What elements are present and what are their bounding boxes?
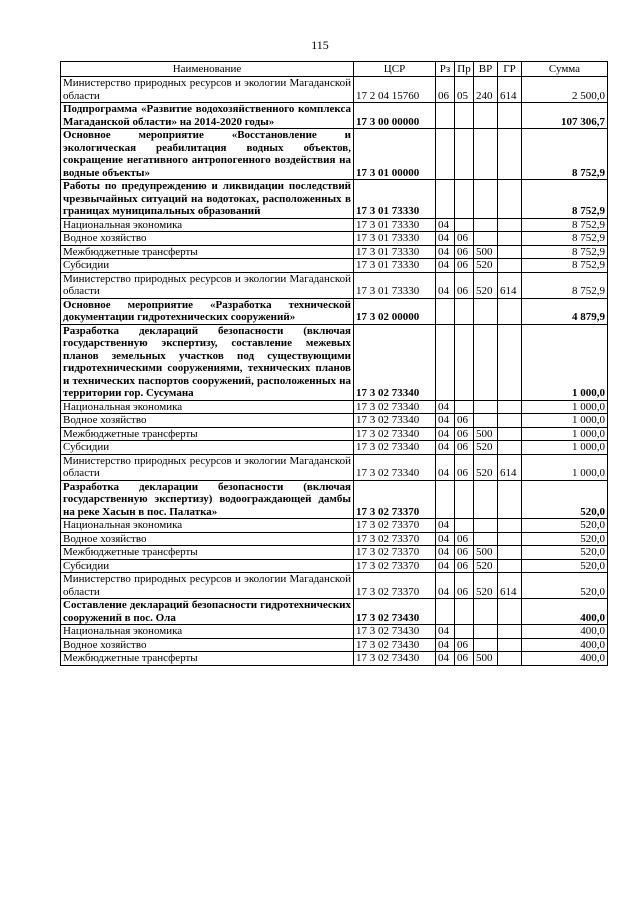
cell-vr: 520 [474, 259, 498, 273]
cell-vr [474, 232, 498, 246]
cell-rz: 04 [436, 232, 455, 246]
cell-rz [436, 599, 455, 625]
cell-vr [474, 625, 498, 639]
cell-sum: 8 752,9 [522, 245, 608, 259]
cell-sum: 1 000,0 [522, 400, 608, 414]
cell-csr: 17 3 02 73370 [354, 519, 436, 533]
cell-sum: 1 000,0 [522, 427, 608, 441]
table-row [61, 454, 608, 480]
cell-csr: 17 3 01 73330 [354, 232, 436, 246]
cell-gr [498, 400, 522, 414]
cell-rz: 04 [436, 559, 455, 573]
table-row [61, 77, 608, 103]
header-rz: Рз [436, 62, 455, 77]
cell-name: Национальная экономика [61, 519, 354, 533]
cell-csr: 17 3 02 73340 [354, 454, 436, 480]
cell-pr [455, 625, 474, 639]
cell-rz [436, 103, 455, 129]
cell-gr [498, 259, 522, 273]
cell-pr [455, 519, 474, 533]
cell-rz: 04 [436, 454, 455, 480]
table-row [61, 652, 608, 666]
cell-gr [498, 324, 522, 400]
cell-pr: 06 [455, 441, 474, 455]
cell-name: Водное хозяйство [61, 638, 354, 652]
table-row [61, 245, 608, 259]
cell-gr [498, 480, 522, 519]
cell-vr [474, 129, 498, 180]
cell-rz: 04 [436, 532, 455, 546]
cell-sum: 8 752,9 [522, 218, 608, 232]
cell-name: Межбюджетные трансферты [61, 427, 354, 441]
cell-vr: 520 [474, 454, 498, 480]
table-row [61, 638, 608, 652]
cell-csr: 17 2 04 15760 [354, 77, 436, 103]
cell-name: Национальная экономика [61, 400, 354, 414]
cell-name: Водное хозяйство [61, 414, 354, 428]
cell-gr [498, 103, 522, 129]
cell-csr: 17 3 02 73370 [354, 532, 436, 546]
cell-sum: 520,0 [522, 546, 608, 560]
table-header-row [61, 62, 608, 77]
cell-gr: 614 [498, 573, 522, 599]
header-sum: Сумма [522, 62, 608, 77]
cell-sum: 1 000,0 [522, 454, 608, 480]
cell-vr: 240 [474, 77, 498, 103]
table-row [61, 532, 608, 546]
cell-vr [474, 400, 498, 414]
cell-rz: 04 [436, 546, 455, 560]
cell-name: Национальная экономика [61, 625, 354, 639]
table-row [61, 414, 608, 428]
cell-name: Национальная экономика [61, 218, 354, 232]
table-row [61, 559, 608, 573]
cell-gr [498, 427, 522, 441]
cell-pr: 06 [455, 454, 474, 480]
cell-name: Министерство природных ресурсов и экологии Магаданской области [61, 77, 354, 103]
cell-gr [498, 546, 522, 560]
cell-vr [474, 638, 498, 652]
cell-csr: 17 3 02 73430 [354, 625, 436, 639]
cell-csr: 17 3 02 73340 [354, 400, 436, 414]
cell-name: Водное хозяйство [61, 232, 354, 246]
table-row [61, 232, 608, 246]
cell-pr [455, 298, 474, 324]
cell-sum: 400,0 [522, 599, 608, 625]
cell-rz [436, 298, 455, 324]
table-row [61, 519, 608, 533]
cell-rz: 04 [436, 652, 455, 666]
cell-rz: 04 [436, 427, 455, 441]
cell-pr: 06 [455, 232, 474, 246]
cell-sum: 400,0 [522, 652, 608, 666]
cell-gr [498, 245, 522, 259]
header-gr: ГР [498, 62, 522, 77]
cell-rz [436, 324, 455, 400]
cell-rz: 04 [436, 218, 455, 232]
cell-sum: 8 752,9 [522, 259, 608, 273]
cell-vr [474, 103, 498, 129]
cell-csr: 17 3 02 73430 [354, 638, 436, 652]
cell-sum: 1 000,0 [522, 414, 608, 428]
cell-vr: 520 [474, 272, 498, 298]
header-name: Наименование [61, 62, 354, 77]
cell-sum: 8 752,9 [522, 180, 608, 219]
cell-vr [474, 532, 498, 546]
cell-csr: 17 3 02 73340 [354, 414, 436, 428]
cell-gr: 614 [498, 77, 522, 103]
cell-csr: 17 3 01 73330 [354, 218, 436, 232]
cell-pr: 06 [455, 427, 474, 441]
cell-gr [498, 625, 522, 639]
cell-rz: 06 [436, 77, 455, 103]
cell-pr: 06 [455, 573, 474, 599]
cell-gr [498, 599, 522, 625]
cell-pr: 06 [455, 652, 474, 666]
cell-name: Межбюджетные трансферты [61, 546, 354, 560]
cell-pr [455, 324, 474, 400]
cell-name: Разработка деклараций безопасности (включая государственную экспертизу, составление межевых планов земельных участков под существующими гидротехническими сооружениями, технических планов и технических паспортов сооружений, расположенных на территории гор. Сусумана [61, 324, 354, 400]
cell-rz: 04 [436, 441, 455, 455]
cell-vr: 520 [474, 441, 498, 455]
table-row [61, 441, 608, 455]
cell-sum: 520,0 [522, 559, 608, 573]
cell-sum: 400,0 [522, 638, 608, 652]
cell-sum: 520,0 [522, 480, 608, 519]
table-row [61, 546, 608, 560]
cell-rz [436, 480, 455, 519]
table-row [61, 103, 608, 129]
cell-gr [498, 218, 522, 232]
table-row [61, 480, 608, 519]
cell-name: Субсидии [61, 559, 354, 573]
header-pr: Пр [455, 62, 474, 77]
cell-pr: 06 [455, 559, 474, 573]
table-row [61, 129, 608, 180]
cell-rz: 04 [436, 259, 455, 273]
cell-rz: 04 [436, 638, 455, 652]
cell-csr: 17 3 02 00000 [354, 298, 436, 324]
cell-sum: 8 752,9 [522, 232, 608, 246]
cell-csr: 17 3 02 73340 [354, 427, 436, 441]
cell-sum: 1 000,0 [522, 441, 608, 455]
table-row [61, 272, 608, 298]
cell-vr: 500 [474, 652, 498, 666]
cell-gr [498, 414, 522, 428]
cell-name: Межбюджетные трансферты [61, 245, 354, 259]
table-row [61, 180, 608, 219]
cell-name: Работы по предупреждению и ликвидации последствий чрезвычайных ситуаций на водотоках, расположенных в границах муниципальных образований [61, 180, 354, 219]
table-row [61, 324, 608, 400]
cell-sum: 4 879,9 [522, 298, 608, 324]
cell-pr [455, 599, 474, 625]
cell-pr: 06 [455, 259, 474, 273]
cell-name: Подпрограмма «Развитие водохозяйственного комплекса Магаданской области» на 2014-2020 годы» [61, 103, 354, 129]
cell-vr: 520 [474, 559, 498, 573]
budget-table [60, 61, 608, 666]
cell-gr [498, 652, 522, 666]
table-row [61, 625, 608, 639]
cell-pr: 06 [455, 546, 474, 560]
cell-rz: 04 [436, 414, 455, 428]
cell-sum: 8 752,9 [522, 129, 608, 180]
cell-gr: 614 [498, 454, 522, 480]
table-row [61, 427, 608, 441]
cell-pr: 06 [455, 245, 474, 259]
cell-csr: 17 3 02 73430 [354, 599, 436, 625]
cell-pr: 06 [455, 272, 474, 298]
cell-rz: 04 [436, 573, 455, 599]
cell-vr [474, 298, 498, 324]
cell-vr: 500 [474, 245, 498, 259]
cell-rz: 04 [436, 625, 455, 639]
cell-vr [474, 599, 498, 625]
page-number: 115 [311, 38, 329, 52]
cell-name: Основное мероприятие «Разработка технической документации гидротехнических сооружений» [61, 298, 354, 324]
cell-vr [474, 324, 498, 400]
cell-csr: 17 3 00 00000 [354, 103, 436, 129]
cell-vr [474, 218, 498, 232]
cell-sum: 520,0 [522, 519, 608, 533]
cell-rz: 04 [436, 245, 455, 259]
table-row [61, 400, 608, 414]
cell-sum: 400,0 [522, 625, 608, 639]
cell-name: Субсидии [61, 259, 354, 273]
cell-vr [474, 414, 498, 428]
cell-csr: 17 3 01 73330 [354, 272, 436, 298]
cell-gr [498, 638, 522, 652]
cell-sum: 520,0 [522, 532, 608, 546]
cell-vr: 520 [474, 573, 498, 599]
cell-vr [474, 519, 498, 533]
cell-gr [498, 441, 522, 455]
cell-csr: 17 3 01 73330 [354, 259, 436, 273]
cell-gr [498, 519, 522, 533]
table-row [61, 599, 608, 625]
header-csr: ЦСР [354, 62, 436, 77]
cell-sum: 2 500,0 [522, 77, 608, 103]
cell-gr [498, 180, 522, 219]
cell-csr: 17 3 02 73370 [354, 546, 436, 560]
table-row [61, 298, 608, 324]
cell-rz [436, 180, 455, 219]
cell-csr: 17 3 02 73370 [354, 559, 436, 573]
cell-name: Министерство природных ресурсов и экологии Магаданской области [61, 454, 354, 480]
header-vr: ВР [474, 62, 498, 77]
cell-gr [498, 232, 522, 246]
cell-sum: 107 306,7 [522, 103, 608, 129]
table-row [61, 573, 608, 599]
cell-sum: 1 000,0 [522, 324, 608, 400]
cell-pr: 06 [455, 638, 474, 652]
cell-vr: 500 [474, 427, 498, 441]
cell-pr [455, 400, 474, 414]
cell-rz [436, 129, 455, 180]
cell-gr [498, 298, 522, 324]
cell-csr: 17 3 02 73370 [354, 480, 436, 519]
cell-name: Субсидии [61, 441, 354, 455]
cell-pr [455, 218, 474, 232]
cell-pr [455, 180, 474, 219]
cell-csr: 17 3 02 73340 [354, 441, 436, 455]
cell-name: Разработка декларации безопасности (включая государственную экспертизу) водоограждающей дамбы на реке Хасын в пос. Палатка» [61, 480, 354, 519]
cell-gr [498, 129, 522, 180]
cell-vr: 500 [474, 546, 498, 560]
cell-csr: 17 3 02 73370 [354, 573, 436, 599]
cell-pr: 06 [455, 414, 474, 428]
cell-csr: 17 3 02 73340 [354, 324, 436, 400]
cell-rz: 04 [436, 272, 455, 298]
cell-pr: 05 [455, 77, 474, 103]
cell-gr [498, 532, 522, 546]
cell-csr: 17 3 02 73430 [354, 652, 436, 666]
cell-sum: 8 752,9 [522, 272, 608, 298]
cell-gr: 614 [498, 272, 522, 298]
cell-rz: 04 [436, 519, 455, 533]
cell-name: Министерство природных ресурсов и экологии Магаданской области [61, 272, 354, 298]
table-row [61, 218, 608, 232]
cell-name: Министерство природных ресурсов и экологии Магаданской области [61, 573, 354, 599]
cell-rz: 04 [436, 400, 455, 414]
table-body [61, 77, 608, 666]
cell-pr [455, 129, 474, 180]
cell-vr [474, 480, 498, 519]
cell-pr [455, 103, 474, 129]
cell-name: Водное хозяйство [61, 532, 354, 546]
table-row [61, 259, 608, 273]
cell-csr: 17 3 01 00000 [354, 129, 436, 180]
cell-name: Составление деклараций безопасности гидротехнических сооружений в пос. Ола [61, 599, 354, 625]
cell-pr: 06 [455, 532, 474, 546]
cell-csr: 17 3 01 73330 [354, 245, 436, 259]
cell-sum: 520,0 [522, 573, 608, 599]
cell-name: Межбюджетные трансферты [61, 652, 354, 666]
cell-gr [498, 559, 522, 573]
cell-vr [474, 180, 498, 219]
cell-pr [455, 480, 474, 519]
cell-csr: 17 3 01 73330 [354, 180, 436, 219]
cell-name: Основное мероприятие «Восстановление и экологическая реабилитация водных объектов, сокращение негативного антропогенного воздействия на водные объекты» [61, 129, 354, 180]
